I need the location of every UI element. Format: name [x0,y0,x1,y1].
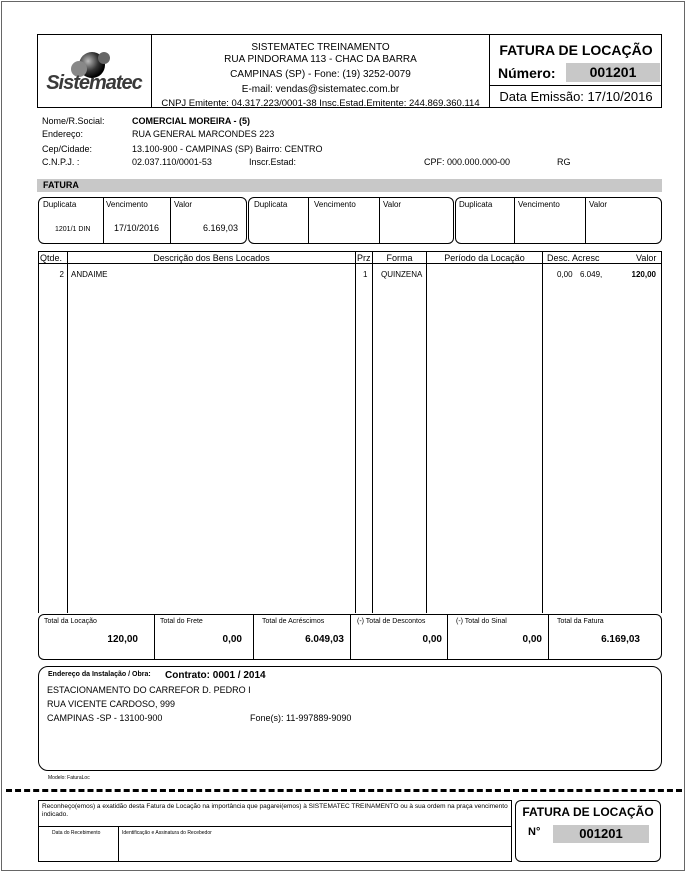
client-name: COMERCIAL MOREIRA - (5) [132,116,250,126]
total-locacao-value: 120,00 [107,634,138,645]
invoice-emission-date: Data Emissão: 17/10/2016 [499,89,653,104]
company-ids: CNPJ Emitente: 04.317.223/0001-38 Insc.Estad.Emitente: 244.869.360.114 [161,98,480,109]
company-email: E-mail: vendas@sistematec.com.br [241,84,400,95]
invoice-number: 001201 [566,63,660,82]
installation-line2: RUA VICENTE CARDOSO, 999 [47,699,176,709]
items-col-prz: Prz [357,253,371,263]
installation-line1: ESTACIONAMENTO DO CARREFOR D. PEDRO I [47,685,251,695]
invoice-title: FATURA DE LOCAÇÃO [499,42,653,58]
totals-vline [548,614,549,660]
items-col-valor: Valor [636,253,657,263]
fatura-section-title: FATURA [37,179,662,192]
items-col-desc: Descrição dos Bens Locados [153,253,270,263]
receipt-vline [118,826,119,862]
model-label: Modelo: FaturaLoc [48,775,90,781]
item-qtde: 2 [59,270,64,279]
totals-vline [154,614,155,660]
company-city-phone: CAMPINAS (SP) - Fone: (19) 3252-0079 [230,69,411,80]
fatura-col-vencimento: Vencimento [106,200,148,209]
total-acrescimos-label: Total de Acréscimos [262,618,325,625]
invoice-divider [490,85,662,86]
installation-contract: Contrato: 0001 / 2014 [165,670,266,681]
client-address-label: Endereço: [42,129,84,139]
client-cnpj: 02.037.110/0001-53 [132,157,212,167]
total-sinal-value: 0,00 [522,634,542,645]
total-sinal-label: (-) Total do Sinal [456,618,507,625]
item-valor: 120,00 [631,270,656,279]
fatura-col-valor: Valor [383,200,402,209]
item-desc: ANDAIME [71,270,108,279]
receipt-date-label: Data do Recebimento [52,830,101,836]
receipt-title: FATURA DE LOCAÇÃO [522,805,654,819]
fatura-vencimento-value: 17/10/2016 [114,223,160,233]
total-locacao-label: Total da Locação [44,618,97,625]
total-frete-value: 0,00 [222,634,242,645]
receipt-no-label: N° [528,826,541,838]
items-vline [542,251,543,613]
items-col-desc-acresc: Desc. Acresc [547,253,600,263]
total-fatura-label: Total da Fatura [557,618,604,625]
fatura-col-valor: Valor [589,200,608,209]
fatura-valor-value: 6.169,03 [202,223,238,233]
fatura-col-valor: Valor [174,200,193,209]
installation-label: Endereço da Instalação / Obra: [48,671,151,678]
fatura-col-vencimento: Vencimento [518,200,560,209]
invoice-number-label: Número: [498,65,556,81]
items-vline [372,251,373,613]
items-table [38,251,662,613]
totals-vline [350,614,351,660]
client-ie-label: Inscr.Estad: [249,157,297,167]
items-col-periodo: Período da Locação [444,253,525,263]
installation-line3: CAMPINAS -SP - 13100-900 [47,713,163,723]
logo-text: Sistematec [46,72,142,94]
items-vline [67,251,68,613]
client-address: RUA GENERAL MARCONDES 223 [132,129,275,139]
fatura-vline [170,197,171,244]
company-name: SISTEMATEC TREINAMENTO [251,42,390,53]
fatura-vline [103,197,104,244]
items-vline [355,251,356,613]
fatura-vline [585,197,586,244]
client-cep: 13.100-900 - CAMPINAS (SP) Bairro: CENTRO [132,144,323,154]
receipt-number: 001201 [553,825,649,843]
item-forma: QUINZENA [381,270,423,279]
total-frete-label: Total do Frete [160,618,203,625]
item-prz: 1 [363,270,368,279]
fatura-vline [514,197,515,244]
company-address: RUA PINDORAMA 113 - CHAC DA BARRA [224,54,417,65]
client-cpf: CPF: 000.000.000-00 [424,157,511,167]
totals-vline [253,614,254,660]
items-vline [426,251,427,613]
company-info [152,42,489,109]
fatura-col-duplicata: Duplicata [459,200,493,209]
receipt-sign-label: Identificação e Assinatura do Recebedor [122,830,212,836]
total-fatura-value: 6.169,03 [601,634,640,645]
fatura-col-duplicata: Duplicata [43,200,77,209]
client-name-label: Nome/R.Social: [42,116,105,126]
items-header-line [38,263,662,264]
items-col-forma: Forma [386,253,413,263]
items-col-qtde: Qtde. [40,253,63,263]
item-desc-value: 0,00 [557,270,573,279]
client-rg: RG [557,157,571,167]
item-acresc-value: 6.049, [580,270,603,279]
receipt-hline [38,826,512,827]
fatura-vline [379,197,380,244]
client-cep-label: Cep/Cidade: [42,144,93,154]
totals-vline [447,614,448,660]
receipt-text: Reconheço(emos) a exatidão desta Fatura de Locação na importância que pagarei(emos) à SISTEMATEC TREINAMENTO ou à sua ordem na praça vencimento indicado. [42,803,508,819]
fatura-duplicata-value: 1201/1 DIN [55,226,91,233]
fatura-col-duplicata: Duplicata [254,200,288,209]
installation-phone: Fone(s): 11-997889-9090 [250,713,352,723]
client-cnpj-label: C.N.P.J. : [42,157,80,167]
total-acrescimos-value: 6.049,03 [305,634,344,645]
cut-line [6,789,682,792]
total-descontos-value: 0,00 [422,634,442,645]
total-descontos-label: (-) Total de Descontos [357,618,426,625]
fatura-col-vencimento: Vencimento [314,200,356,209]
fatura-vline [308,197,309,244]
